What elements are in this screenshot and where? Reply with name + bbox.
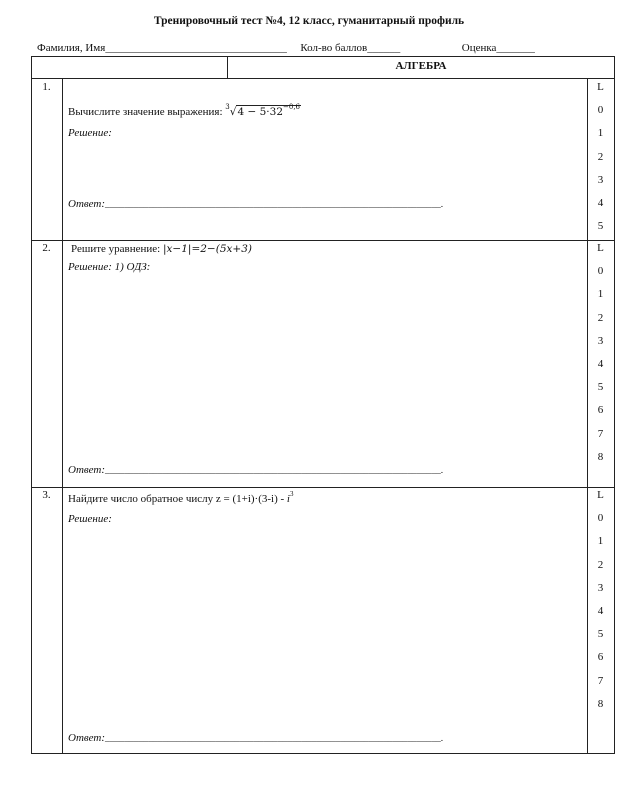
math-base: i xyxy=(286,493,290,505)
table-border xyxy=(31,753,615,754)
row-divider xyxy=(31,240,615,241)
radicand: 4 − 5·32 xyxy=(237,106,284,118)
answer-label: Ответ: xyxy=(68,198,106,210)
solution-label: Решение: xyxy=(68,513,112,525)
row-divider xyxy=(31,487,615,488)
score-option[interactable]: 7 xyxy=(597,427,604,440)
prompt-text: Решите уравнение: xyxy=(71,243,161,255)
math-expression: |x−1|=2−(5x+3) xyxy=(162,243,252,255)
answer-line[interactable] xyxy=(68,198,443,210)
points-label: Кол-во баллов xyxy=(300,42,368,54)
table-border xyxy=(31,56,32,754)
score-option[interactable]: 6 xyxy=(597,404,604,417)
score-option[interactable]: 4 xyxy=(597,605,604,617)
root-index: 3 xyxy=(225,103,230,111)
answer-label: Ответ: xyxy=(68,732,106,744)
score-option[interactable]: 1 xyxy=(597,127,604,140)
answer-blank[interactable]: ______________________________________________________________________. xyxy=(105,733,444,744)
math-expression: $^3√4 - 5\cdot 32^{-0,6}$ xyxy=(225,103,301,118)
answer-blank[interactable]: ______________________________________________________________________. xyxy=(105,199,444,210)
score-option[interactable]: 1 xyxy=(597,288,604,301)
task-prompt xyxy=(68,103,301,118)
name-label: Фамилия, Имя xyxy=(37,42,106,54)
score-option[interactable]: 8 xyxy=(597,697,604,710)
solution-label: Решение: xyxy=(68,127,112,139)
score-option[interactable]: 2 xyxy=(597,558,604,571)
row-divider xyxy=(31,78,615,79)
table-border xyxy=(31,56,615,57)
score-option[interactable]: L xyxy=(597,489,604,501)
score-option[interactable]: 0 xyxy=(597,265,604,278)
score-option[interactable]: 5 xyxy=(597,381,604,394)
task-number: 3. xyxy=(42,489,51,501)
solution-label: Решение: 1) ОДЗ: xyxy=(68,261,151,273)
table-border xyxy=(614,56,615,754)
student-info-line xyxy=(37,42,535,54)
score-option[interactable]: 3 xyxy=(597,581,604,594)
score-option[interactable]: 0 xyxy=(597,512,604,525)
score-option[interactable]: 1 xyxy=(597,535,604,548)
name-field[interactable]: _________________________________ xyxy=(105,42,287,54)
task-prompt xyxy=(71,243,252,255)
score-option[interactable]: 0 xyxy=(597,104,604,117)
points-field[interactable]: ______ xyxy=(367,42,401,54)
prompt-text: Найдите число обратное числу z = (1+i)·(3-i) - xyxy=(68,493,285,505)
task-number: 2. xyxy=(42,242,51,254)
task-prompt xyxy=(68,490,293,505)
score-option[interactable]: 8 xyxy=(597,450,604,463)
exponent: 3 xyxy=(289,490,294,498)
answer-label: Ответ: xyxy=(68,464,106,476)
score-option[interactable]: 6 xyxy=(597,651,604,664)
score-option[interactable]: 2 xyxy=(597,150,604,163)
prompt-text: Вычислите значение выражения: xyxy=(68,106,223,118)
score-option[interactable]: 3 xyxy=(597,173,604,186)
score-option[interactable]: L xyxy=(597,242,604,254)
score-option[interactable]: L xyxy=(597,81,604,93)
page-title: Тренировочный тест №4, 12 класс, гуманитарный профиль xyxy=(153,15,465,27)
column-divider xyxy=(62,78,63,754)
score-option[interactable]: 3 xyxy=(597,334,604,347)
exponent: −0,6 xyxy=(283,103,301,111)
score-option[interactable]: 2 xyxy=(597,311,604,324)
task-number: 1. xyxy=(42,81,51,93)
section-heading: АЛГЕБРА xyxy=(395,60,447,72)
answer-line[interactable] xyxy=(68,464,443,476)
grade-field[interactable]: _______ xyxy=(496,42,535,54)
score-option[interactable]: 5 xyxy=(597,220,604,233)
score-option[interactable]: 5 xyxy=(597,628,604,641)
score-option[interactable]: 7 xyxy=(597,674,604,687)
score-option[interactable]: 4 xyxy=(597,197,604,209)
answer-blank[interactable]: ______________________________________________________________________. xyxy=(105,465,444,476)
answer-line[interactable] xyxy=(68,732,443,744)
score-option[interactable]: 4 xyxy=(597,358,604,370)
grade-label: Оценка xyxy=(461,42,497,54)
